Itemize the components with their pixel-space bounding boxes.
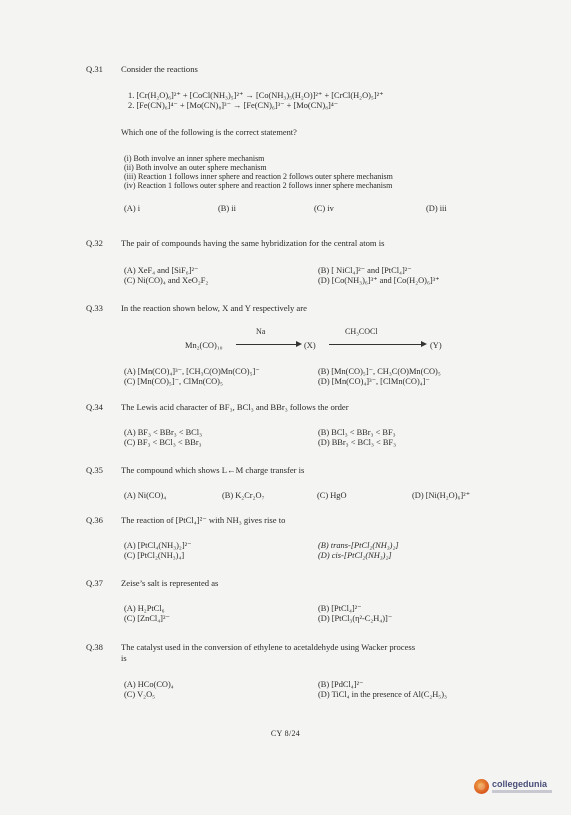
question-stem-cont: is: [121, 654, 127, 663]
question-stem: The compound which shows L←M charge transfer is: [121, 465, 305, 475]
option-c: (C) [Mn(CO)₅]⁻, ClMn(CO)₅: [124, 377, 223, 386]
option-b: (B) [PdCl₄]²⁻: [318, 680, 364, 689]
arrow-head-1: [296, 341, 302, 347]
question-stem: The reaction of [PtCl₄]²⁻ with NH₃ gives rise to: [121, 515, 286, 525]
option-b: (B) ii: [218, 204, 236, 213]
question-stem: In the reaction shown below, X and Y respectively are: [121, 303, 307, 313]
question-number: Q.38: [86, 642, 103, 652]
option-a: (A) i: [124, 204, 141, 213]
reaction-arrow-2: [329, 344, 423, 345]
product-x: (X): [304, 341, 316, 350]
question-number: Q.33: [86, 303, 103, 313]
question-stem: The catalyst used in the conversion of ethylene to acetaldehyde using Wacker process: [121, 642, 416, 652]
question-prompt: Which one of the following is the correct statement?: [121, 128, 297, 137]
logo-icon: [474, 779, 489, 794]
option-d: (D) TiCl₄ in the presence of Al(C₂H₅)₃: [318, 690, 447, 699]
product-y: (Y): [430, 341, 442, 350]
statement-2: (ii) Both involve an outer sphere mechanism: [124, 163, 267, 172]
option-b: (B) [Mn(CO)₅]⁻, CH₃C(O)Mn(CO)₅: [318, 367, 441, 376]
question-number: Q.31: [86, 64, 103, 74]
option-a: (A) [Mn(CO)₄]³⁻, [CH₃C(O)Mn(CO)₅]⁻: [124, 367, 260, 376]
arrow-head-2: [421, 341, 427, 347]
question-stem: The pair of compounds having the same hybridization for the central atom is: [121, 238, 385, 248]
question-number: Q.36: [86, 515, 103, 525]
option-d: (D) BBr₃ < BCl₃ < BF₃: [318, 438, 397, 447]
option-b: (B) BCl₃ < BBr₃ < BF₃: [318, 428, 396, 437]
question-stem: Consider the reactions: [121, 64, 198, 74]
option-c: (C) HgO: [317, 491, 347, 500]
option-d: (D) [PtCl₃(η²-C₂H₄)]⁻: [318, 614, 393, 623]
question-number: Q.34: [86, 402, 103, 412]
reagent-1: Na: [256, 327, 266, 336]
option-d: (D) iii: [426, 204, 447, 213]
option-b: (B) K₂Cr₂O₇: [222, 491, 265, 500]
option-a: (A) HCo(CO)₄: [124, 680, 174, 689]
option-d: (D) cis-[PtCl₂(NH₃)₂]: [318, 551, 392, 560]
option-d: (D) [Mn(CO)₄]³⁻, [ClMn(CO)₄]⁻: [318, 377, 430, 386]
statement-4: (iv) Reaction 1 follows outer sphere and reaction 2 follows inner sphere mechanism: [124, 181, 393, 190]
logo-tagline: [492, 790, 552, 793]
question-stem: The Lewis acid character of BF₃, BCl₃ and BBr₃ follows the order: [121, 402, 349, 412]
reactant: Mn₂(CO)₁₀: [185, 341, 223, 350]
question-stem: Zeise’s salt is represented as: [121, 578, 219, 588]
option-a: (A) Ni(CO)₄: [124, 491, 167, 500]
reaction-1: 1. [Cr(H₂O)₆]²⁺ + [CoCl(NH₃)₅]²⁺ → [Co(NH₃)₅(H₂O)]²⁺ + [CrCl(H₂O)₅]²⁺: [128, 91, 384, 100]
question-number: Q.37: [86, 578, 103, 588]
option-a: (A) H₂PtCl₆: [124, 604, 165, 613]
option-d: (D) [Ni(H₂O)₆]²⁺: [412, 491, 471, 500]
logo-text: collegedunia: [492, 779, 548, 789]
collegedunia-logo[interactable]: [474, 778, 556, 798]
statement-3: (iii) Reaction 1 follows inner sphere and reaction 2 follows outer sphere mechanism: [124, 172, 393, 181]
option-c: (C) Ni(CO)₄ and XeO₂F₂: [124, 276, 209, 285]
option-b: (B) trans-[PtCl₂(NH₃)₂]: [318, 541, 399, 550]
reaction-arrow-1: [236, 344, 298, 345]
option-a: (A) XeF₄ and [SiF₆]²⁻: [124, 266, 199, 275]
option-c: (C) BF₃ < BCl₃ < BBr₃: [124, 438, 202, 447]
option-d: (D) [Co(NH₃)₆]³⁺ and [Co(H₂O)₆]³⁺: [318, 276, 440, 285]
question-number: Q.32: [86, 238, 103, 248]
statement-1: (i) Both involve an inner sphere mechanism: [124, 154, 265, 163]
option-b: (B) [PtCl₄]²⁻: [318, 604, 362, 613]
option-c: (C) iv: [314, 204, 334, 213]
option-a: (A) [PtCl₄(NH₃)₂]²⁻: [124, 541, 192, 550]
option-b: (B) [ NiCl₄]²⁻ and [PtCl₄]²⁻: [318, 266, 412, 275]
reaction-2: 2. [Fe(CN)₆]⁴⁻ + [Mo(CN)₈]³⁻ → [Fe(CN)₆]³⁻ + [Mo(CN)₈]⁴⁻: [128, 101, 339, 110]
question-number: Q.35: [86, 465, 103, 475]
reagent-2: CH₃COCl: [345, 327, 378, 336]
option-a: (A) BF₃ < BBr₃ < BCl₃: [124, 428, 203, 437]
option-c: (C) V₂O₅: [124, 690, 156, 699]
option-c: (C) [PtCl₂(NH₃)₄]: [124, 551, 185, 560]
page-footer: CY 8/24: [270, 729, 301, 738]
option-c: (C) [ZnCl₄]²⁻: [124, 614, 170, 623]
